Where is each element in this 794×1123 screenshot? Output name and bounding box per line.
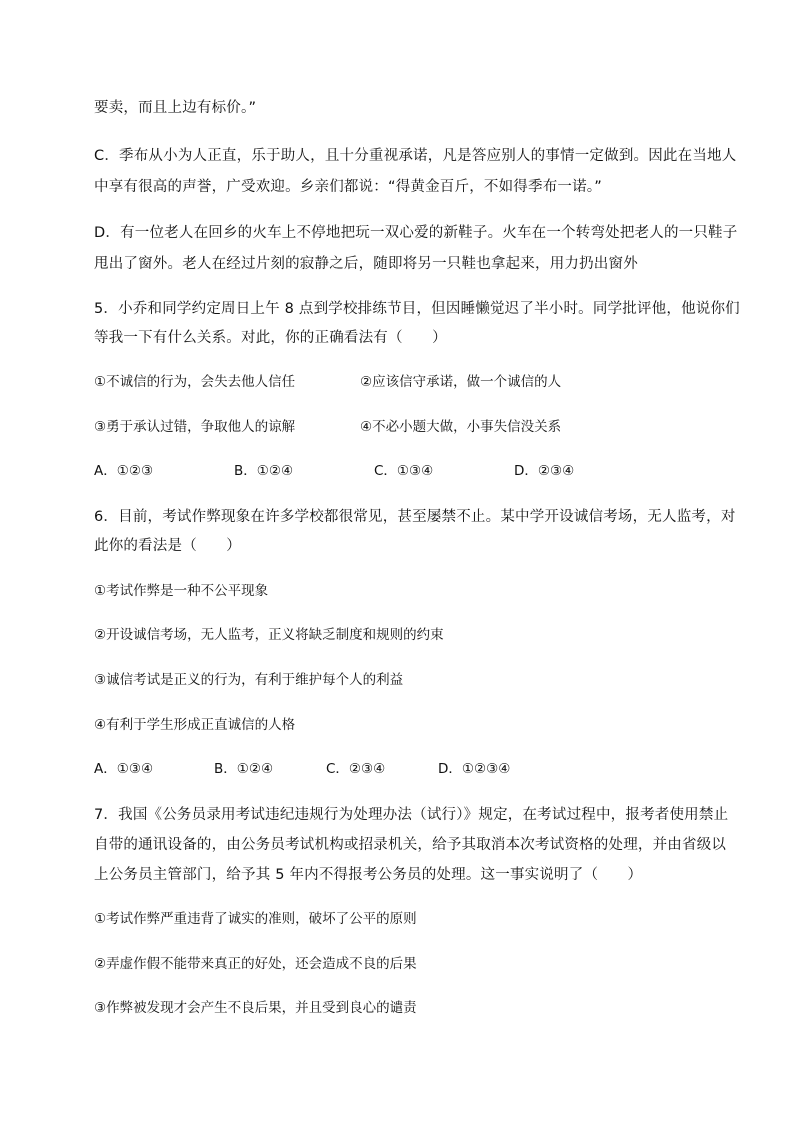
q6-statement-1: ①考试作弊是一种不公平现象 — [94, 583, 269, 599]
q5-statement-3: ③勇于承认过错，争取他人的谅解 — [94, 419, 296, 435]
q5-statement-2: ②应该信守承诺，做一个诚信的人 — [360, 374, 562, 390]
q5-choice-a: A．①②③ — [94, 463, 154, 479]
q7-statement-1: ①考试作弊严重违背了诚实的准则，破坏了公平的原则 — [94, 911, 417, 927]
option-c-line-1: C．季布从小为人正直，乐于助人，且十分重视承诺，凡是答应别人的事情一定做到。因此在当地人 — [94, 148, 737, 164]
q6-statement-3: ③诚信考试是正义的行为，有利于维护每个人的利益 — [94, 672, 404, 688]
q5-choice-d: D．②③④ — [514, 463, 575, 479]
option-d-line-1: D．有一位老人在回乡的火车上不停地把玩一双心爱的新鞋子。火车在一个转弯处把老人的一只鞋子 — [94, 225, 738, 241]
q6-choice-b: B．①②④ — [214, 761, 274, 777]
option-d-line-2: 甩出了窗外。老人在经过片刻的寂静之后，随即将另一只鞋也拿起来，用力扔出窗外 — [94, 256, 638, 272]
text-line: 要卖，而且上边有标价。” — [94, 100, 257, 116]
q6-statement-2: ②开设诚信考场，无人监考，正义将缺乏制度和规则的约束 — [94, 627, 444, 643]
q6-choice-c: C．②③④ — [326, 761, 386, 777]
question-7-stem-3: 上公务员主管部门，给予其 5 年内不得报考公务员的处理。这一事实说明了（ ） — [94, 867, 643, 883]
question-5-stem-2: 等我一下有什么关系。对此，你的正确看法有（ ） — [94, 330, 447, 346]
q5-statement-1: ①不诚信的行为，会失去他人信任 — [94, 374, 296, 390]
question-6-stem-1: 6．目前，考试作弊现象在许多学校都很常见，甚至屡禁不止。某中学开设诚信考场，无人监考，对 — [94, 509, 736, 525]
q5-choice-c: C．①③④ — [374, 463, 434, 479]
q6-choice-d: D．①②③④ — [438, 761, 511, 777]
q6-choice-a: A．①③④ — [94, 761, 154, 777]
question-5-stem-1: 5．小乔和同学约定周日上午 8 点到学校排练节目，但因睡懒觉迟了半小时。同学批评他，他说你们 — [94, 301, 740, 317]
question-7-stem-2: 自带的通讯设备的，由公务员考试机构或招录机关，给予其取消本次考试资格的处理，并由省级以 — [94, 837, 727, 853]
q7-statement-2: ②弄虚作假不能带来真正的好处，还会造成不良的后果 — [94, 956, 417, 972]
q6-statement-4: ④有利于学生形成正直诚信的人格 — [94, 717, 296, 733]
q5-choice-b: B．①②④ — [234, 463, 294, 479]
q5-statement-4: ④不必小题大做，小事失信没关系 — [360, 419, 562, 435]
q7-statement-3: ③作弊被发现才会产生不良后果，并且受到良心的谴责 — [94, 1000, 417, 1016]
question-6-stem-2: 此你的看法是（ ） — [94, 538, 241, 554]
question-7-stem-1: 7．我国《公务员录用考试违纪违规行为处理办法（试行）》规定，在考试过程中，报考者使用禁止 — [94, 807, 729, 823]
option-c-line-2: 中享有很高的声誉，广受欢迎。乡亲们都说：“得黄金百斤，不如得季布一诺。” — [94, 179, 602, 195]
